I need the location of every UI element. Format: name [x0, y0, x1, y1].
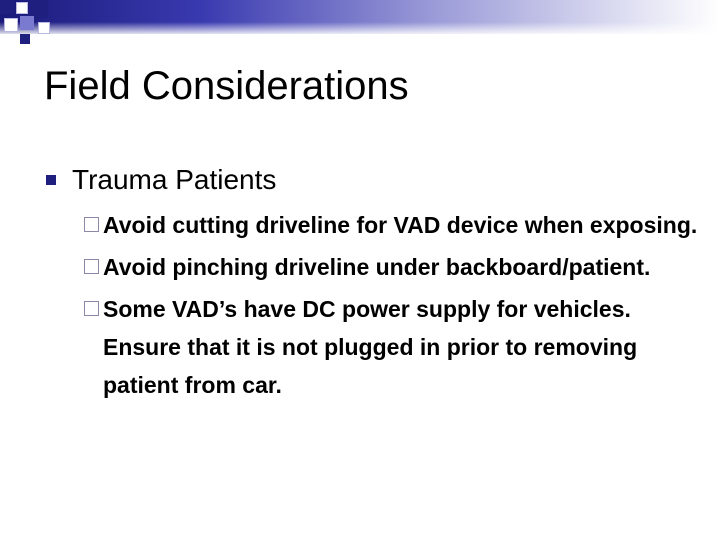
corner-squares-decoration [0, 0, 60, 46]
sub-bullet-text: Avoid pinching driveline under backboard/patient. [103, 254, 651, 280]
hollow-square-bullet-icon [84, 301, 99, 316]
deco-square [20, 16, 34, 30]
header-band-fade [0, 22, 720, 36]
bullet-text: Trauma Patients [72, 164, 277, 195]
sub-bullet-text: Some VAD’s have DC power supply for vehicles. Ensure that it is not plugged in prior to removing patient from car. [103, 296, 638, 398]
hollow-square-bullet-icon [84, 259, 99, 274]
deco-square [16, 2, 28, 14]
slide-title: Field Considerations [44, 64, 409, 108]
deco-square [4, 18, 18, 32]
deco-square [0, 0, 14, 14]
sub-bullet-list [84, 206, 704, 408]
sub-bullet-item [84, 290, 704, 404]
sub-bullet-text: Avoid cutting driveline for VAD device when exposing. [103, 212, 698, 238]
sub-bullet-item [84, 206, 704, 244]
deco-square [38, 22, 50, 34]
hollow-square-bullet-icon [84, 217, 99, 232]
filled-square-bullet-icon [46, 175, 56, 185]
bullet-trauma-patients [46, 164, 276, 196]
sub-bullet-item [84, 248, 704, 286]
deco-square [20, 34, 30, 44]
